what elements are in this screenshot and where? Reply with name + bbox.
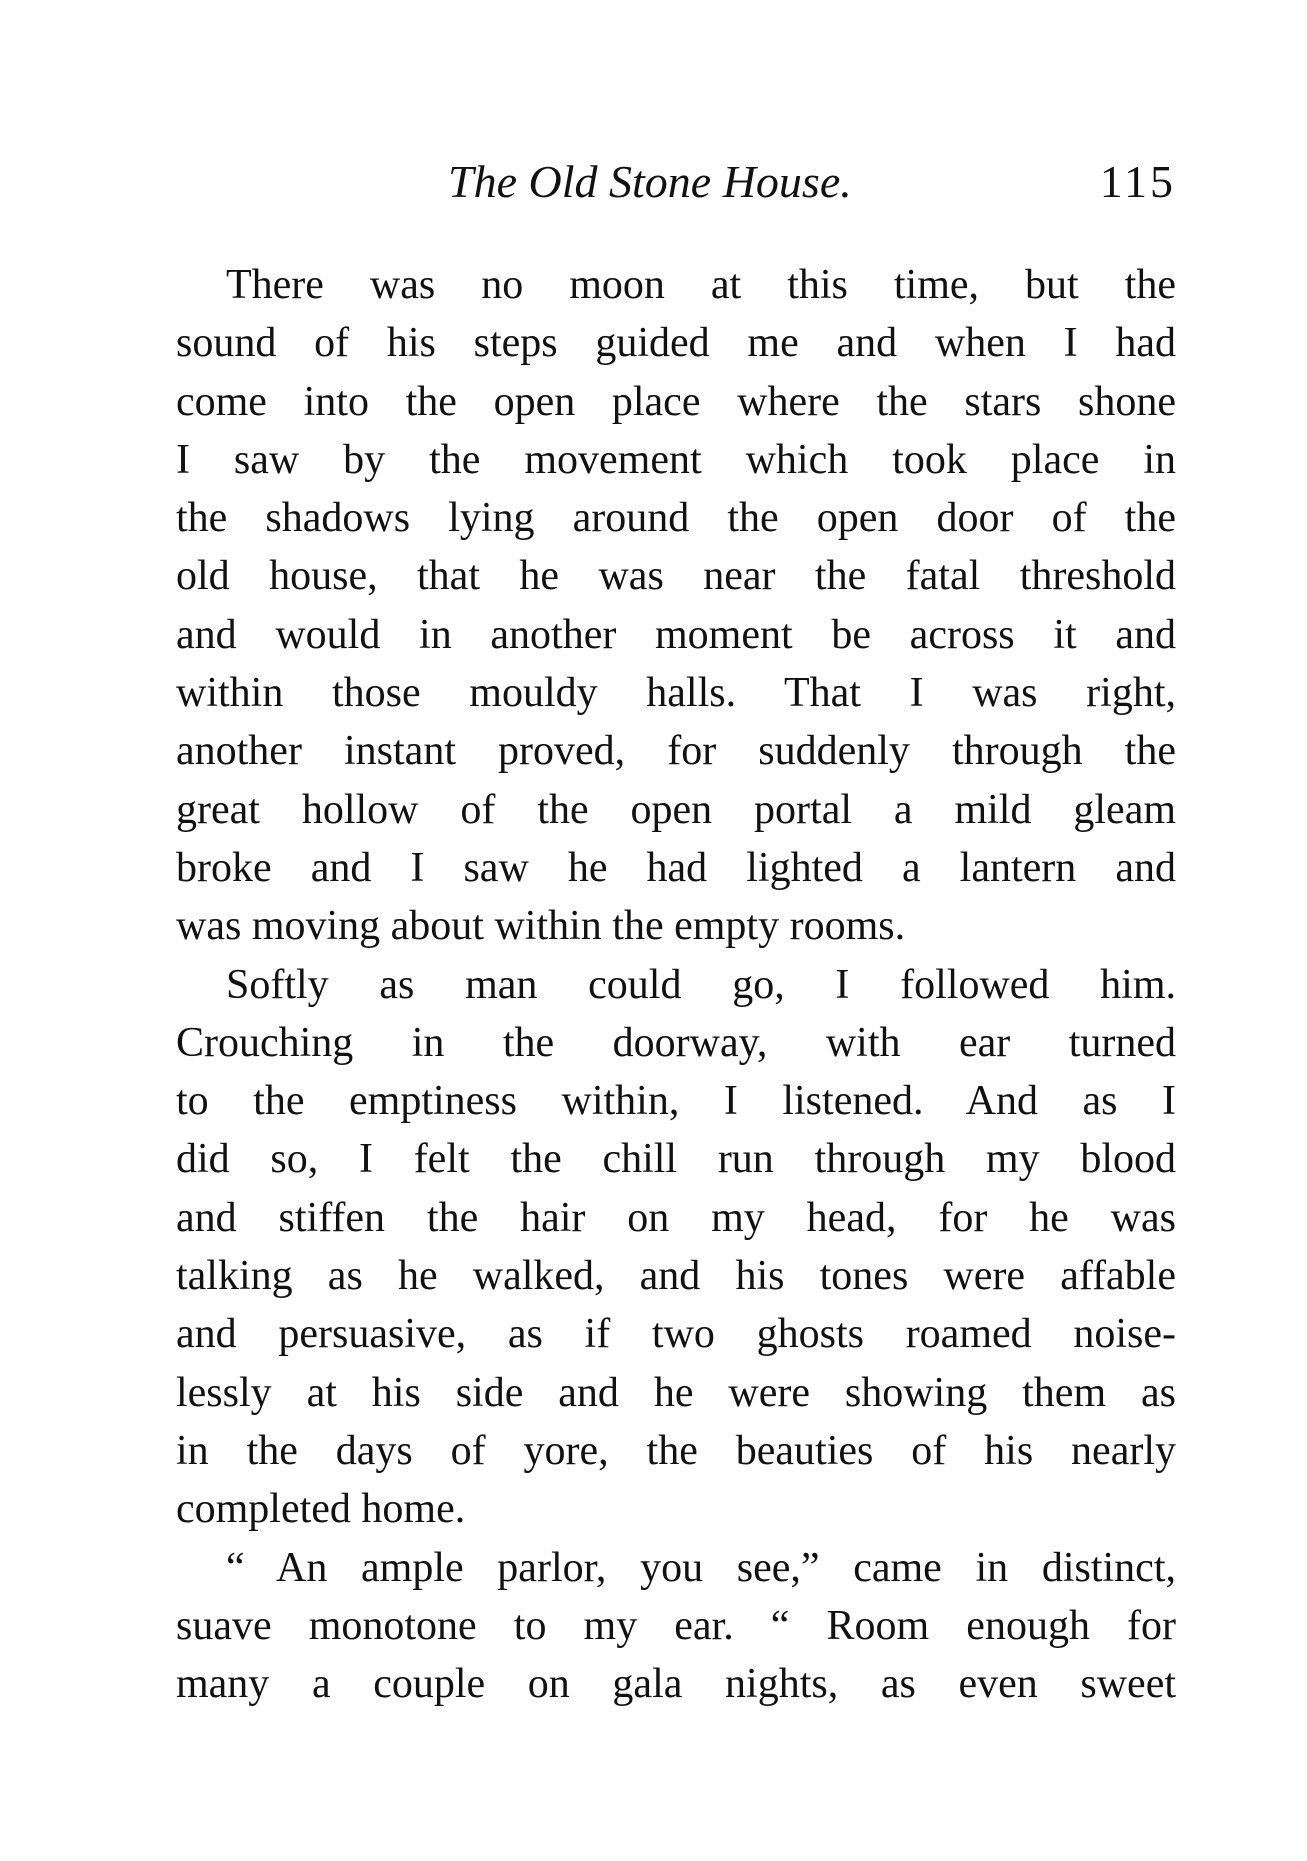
text-line: talking as he walked, and his tones were affable	[176, 1253, 1176, 1300]
text-line: old house, that he was near the fatal threshold	[176, 553, 1176, 600]
text-line: and would in another moment be across it and	[176, 611, 1176, 658]
text-line: sound of his steps guided me and when I had	[176, 320, 1176, 367]
running-head	[176, 152, 1176, 212]
text-line: broke and I saw he had lighted a lantern and	[176, 844, 1176, 891]
text-line: in the days of yore, the beauties of his nearly	[176, 1427, 1176, 1474]
text-line: “ An ample parlor, you see,” came in distinct,	[226, 1544, 1176, 1591]
text-line: There was no moon at this time, but the	[226, 262, 1176, 308]
page-number: 115	[1099, 156, 1176, 207]
running-title: The Old Stone House.	[448, 156, 852, 207]
text-line: completed home.	[176, 1486, 466, 1533]
text-line: suave monotone to my ear. “ Room enough for	[176, 1602, 1176, 1649]
text-line: and persuasive, as if two ghosts roamed noise-	[176, 1311, 1176, 1358]
text-line: did so, I felt the chill run through my blood	[176, 1136, 1176, 1183]
text-line: Crouching in the doorway, with ear turned	[176, 1019, 1176, 1066]
text-line: the shadows lying around the open door of the	[176, 495, 1176, 542]
text-line: lessly at his side and he were showing them as	[176, 1369, 1176, 1416]
text-line: and stiffen the hair on my head, for he was	[176, 1194, 1176, 1241]
text-line: was moving about within the empty rooms.	[176, 903, 906, 950]
text-line: great hollow of the open portal a mild gleam	[176, 786, 1176, 833]
body-text	[176, 256, 1176, 1713]
text-line: Softly as man could go, I followed him.	[226, 961, 1176, 1008]
text-line: I saw by the movement which took place in	[176, 436, 1176, 483]
text-line: to the emptiness within, I listened. And as I	[176, 1078, 1176, 1125]
text-line: many a couple on gala nights, as even sweet	[176, 1661, 1176, 1708]
text-line: within those mouldy halls. That I was right,	[176, 670, 1176, 717]
text-line: come into the open place where the stars shone	[176, 378, 1176, 425]
text-line: another instant proved, for suddenly through the	[176, 728, 1176, 775]
